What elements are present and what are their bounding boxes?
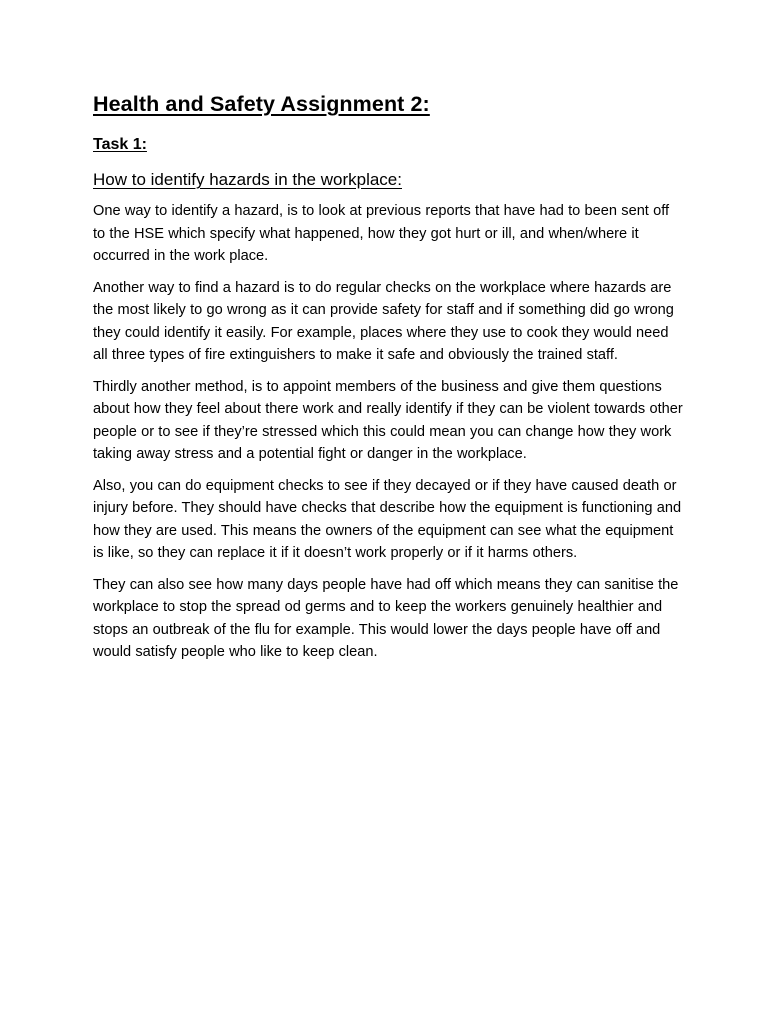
paragraph-previous-reports: One way to identify a hazard, is to look at previous reports that have had to been sent off to the HSE which specify what happened, how they got hurt or ill, and when/where it occurred in the work place. bbox=[93, 203, 670, 264]
paragraph-days-off: They can also see how many days people have had off which means they can sanitise the workplace to stop the spread od germs and to keep the workers genuinely healthier and stops an outbreak of the flu for example. This would lower the days people have off and would satisfy people who like to keep clean. bbox=[93, 576, 679, 660]
document-page bbox=[93, 88, 683, 673]
paragraph-equipment-checks: Also, you can do equipment checks to see if they decayed or if they have caused death or injury before. They should have checks that describe how the equipment is functioning and how they are used. This means the owners of the equipment can see what the equipment is like, so they can replace it if it doesn’t work properly or if it harms others. bbox=[93, 477, 682, 561]
paragraph-regular-checks: Another way to find a hazard is to do regular checks on the workplace where hazards are the most likely to go wrong as it can provide safety for staff and if something did go wrong they could identify it easily. For example, places where they use to cook they would need all three types of fire extinguishers to make it safe and obviously the trained staff. bbox=[93, 279, 674, 363]
paragraph-staff-questions: Thirdly another method, is to appoint members of the business and give them questions about how they feel about there work and really identify if they can be violent towards other people or to see if they’re stressed which this could mean you can change how they work taking away stress and a potential fight or danger in the workplace. bbox=[93, 378, 683, 462]
section-heading: How to identify hazards in the workplace: bbox=[93, 170, 402, 189]
task-heading: Task 1: bbox=[93, 136, 147, 153]
document-title: Health and Safety Assignment 2: bbox=[93, 92, 430, 116]
